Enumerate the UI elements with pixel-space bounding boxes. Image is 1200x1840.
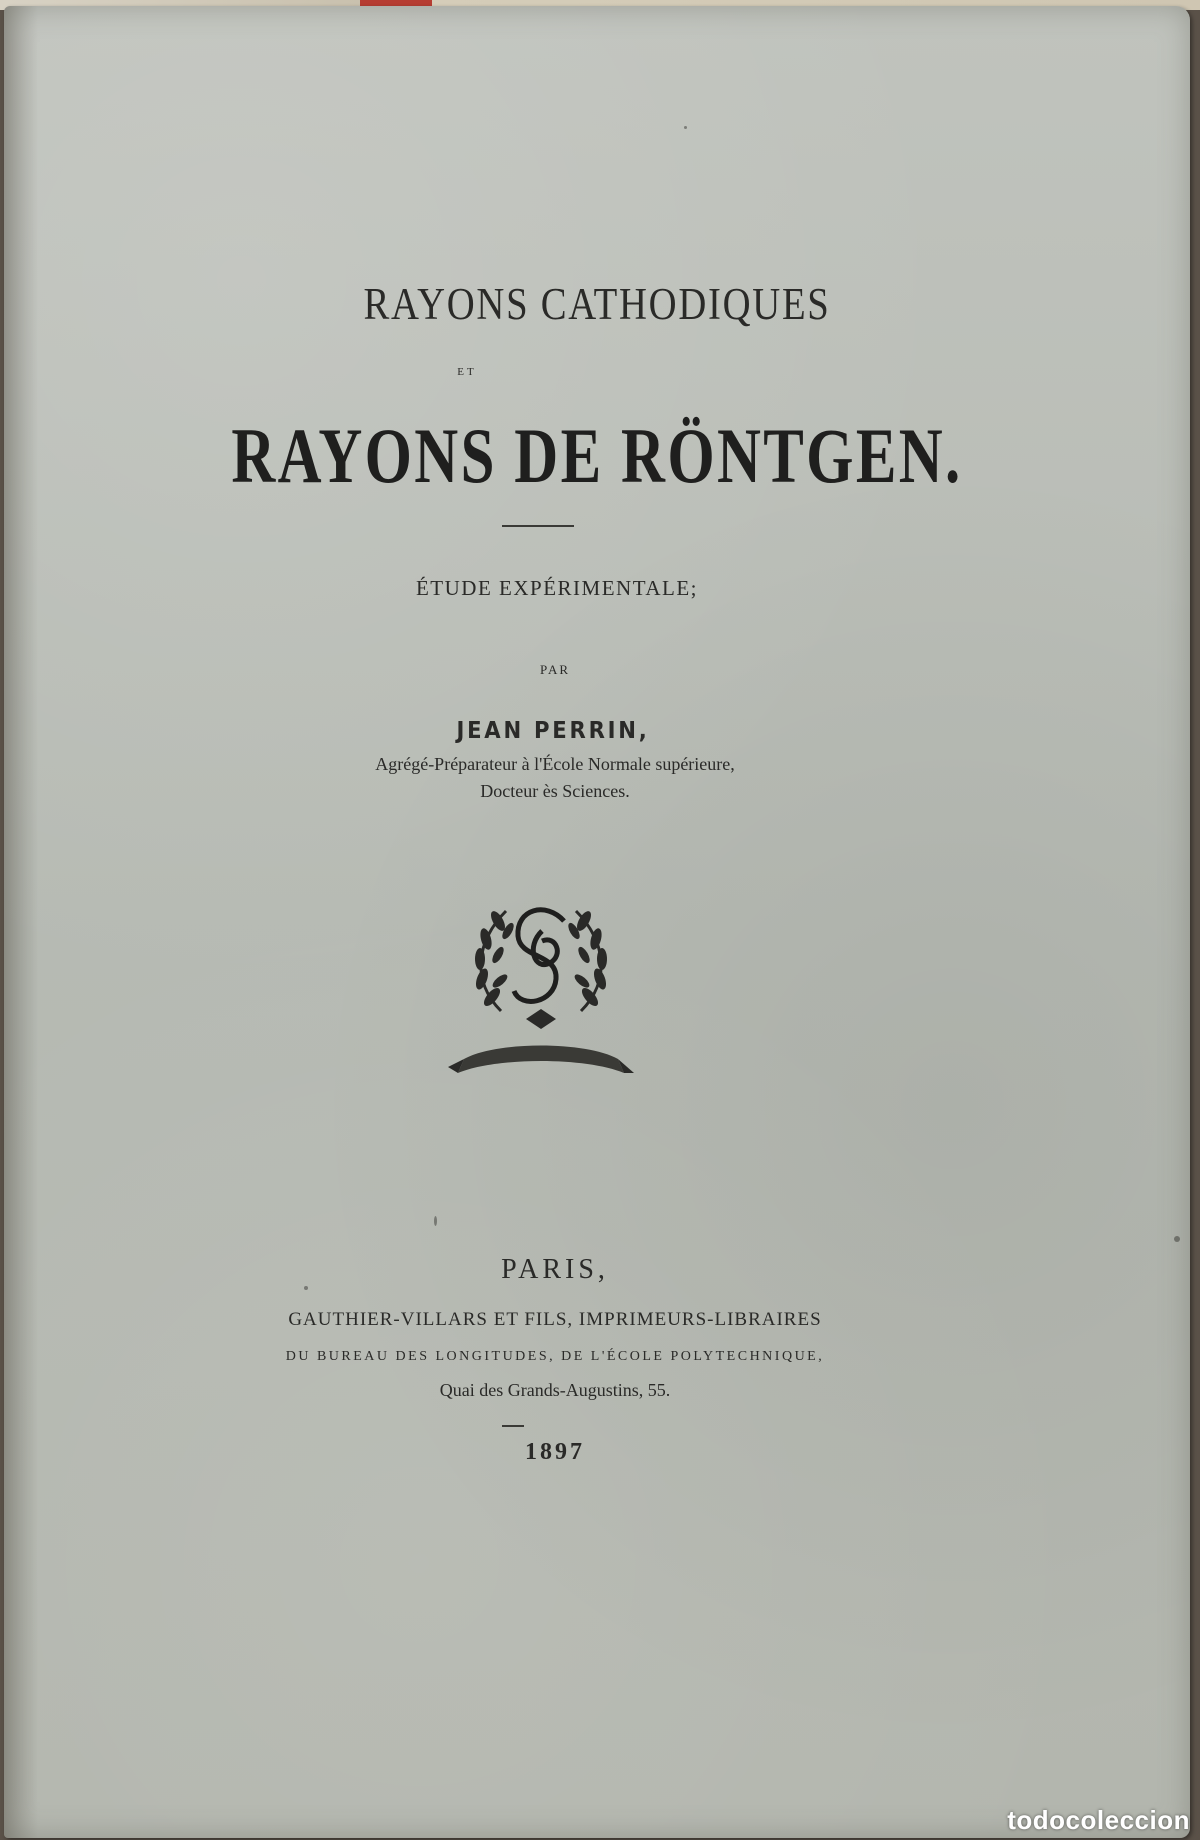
author-affiliation: Agrégé-Préparateur à l'École Normale supérieure, <box>375 754 735 774</box>
title-line-1: RAYONS CATHODIQUES <box>363 279 831 329</box>
laurel-wreath-monogram-icon <box>446 891 636 1091</box>
title-divider <box>502 525 574 527</box>
publication-year: 1897 <box>525 1439 585 1465</box>
by-label: PAR <box>539 662 571 677</box>
book-cover <box>4 6 1190 1838</box>
title-line-2: RAYONS DE RÖNTGEN. <box>231 412 963 499</box>
paper-speck <box>304 1286 308 1290</box>
year-divider <box>502 1425 524 1427</box>
paper-speck <box>684 126 687 129</box>
paper-speck <box>1174 1236 1180 1242</box>
publisher-affiliation: DU BUREAU DES LONGITUDES, DE L'ÉCOLE POLYTECHNIQUE, <box>285 1349 825 1364</box>
spine-edge <box>4 6 38 1838</box>
publication-city: PARIS, <box>501 1254 609 1285</box>
author-name: JEAN PERRIN, <box>456 718 650 744</box>
watermark: todocoleccion <box>1007 1805 1190 1835</box>
subtitle: ÉTUDE EXPÉRIMENTALE; <box>415 576 699 600</box>
author-degree: Docteur ès Sciences. <box>480 781 630 801</box>
title-conjunction: ET <box>457 366 477 378</box>
paper-speck <box>434 1216 437 1226</box>
publisher-address: Quai des Grands-Augustins, 55. <box>439 1380 671 1400</box>
publisher-name: GAUTHIER-VILLARS ET FILS, IMPRIMEURS-LIBRAIRES <box>288 1309 822 1330</box>
